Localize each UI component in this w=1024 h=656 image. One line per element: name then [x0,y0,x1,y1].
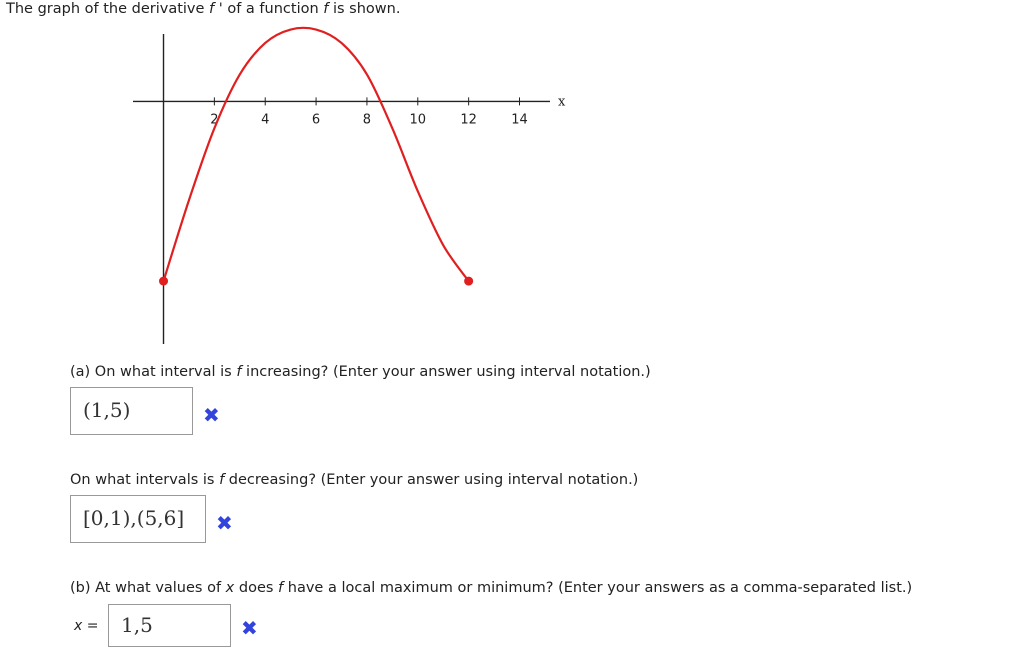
question-b-x: x [225,580,235,596]
graph-axes [133,34,550,344]
answer-a2-input[interactable]: [0,1),(5,6] [70,495,206,543]
question-a-text: (a) On what interval is [70,364,237,380]
question-a2-f: f [219,472,225,488]
question-a-text-2: increasing? (Enter your answer using interval notation.) [241,364,651,380]
graph-ticks [210,94,566,127]
prompt-text-2: of a function [222,1,324,17]
question-a-decreasing [70,471,638,489]
x-tick-label: 12 [460,112,477,128]
derivative-curve [164,28,469,281]
prompt-text-3: is shown. [328,1,401,17]
curve-endpoint-left [159,277,168,286]
answer-b-input[interactable]: 1,5 [108,604,231,647]
question-b-text-2: does [234,580,279,596]
question-a-f: f [236,364,242,380]
answer-b-x: x [74,618,83,634]
answer-b-eq: = [82,618,99,634]
question-a2-text: On what intervals is [70,472,220,488]
x-tick-label: 4 [261,112,270,128]
x-tick-label: 2 [210,112,219,128]
answer-b-label [74,617,98,635]
x-tick-label: 6 [311,112,321,128]
x-tick-label: 14 [511,112,528,128]
prompt-text: The graph of the derivative [6,1,210,17]
x-tick-label: 10 [409,112,427,128]
curve-endpoint-right [464,277,473,286]
question-b-f: f [278,580,284,596]
graph-curve-layer [159,28,473,286]
answer-a-input[interactable]: (1,5) [70,387,193,435]
question-b [70,579,912,597]
prompt-fprime: f ' [209,1,223,17]
question-a [70,363,651,381]
question-a2-text-2: decreasing? (Enter your answer using interval notation.) [224,472,639,488]
question-b-text-3: have a local maximum or minimum? (Enter your answers as a comma-separated list.) [283,580,913,596]
incorrect-icon: ✖ [241,616,258,640]
x-axis-label: x [558,94,566,110]
x-tick-label: 8 [362,112,372,128]
derivative-graph [0,0,620,350]
prompt-f: f [323,1,329,17]
incorrect-icon: ✖ [216,511,233,535]
incorrect-icon: ✖ [203,403,220,427]
question-b-text: (b) At what values of [70,580,226,596]
